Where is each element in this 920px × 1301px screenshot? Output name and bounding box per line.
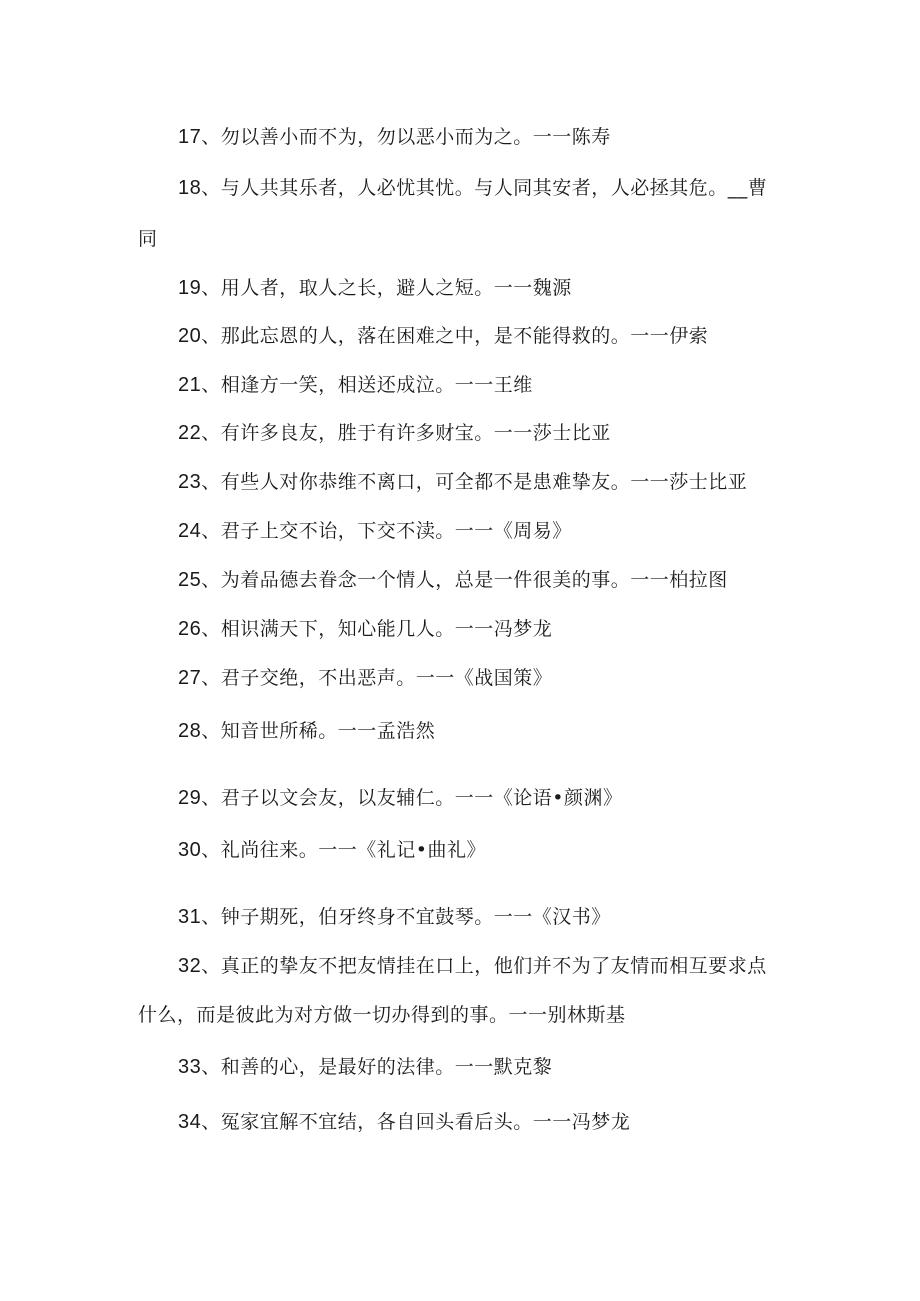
quote-line-17 <box>178 125 611 149</box>
quote-text: 、有些人对你恭维不离口，可全都不是患难挚友。一一莎士比亚 <box>201 471 748 493</box>
quote-text: 、和善的心，是最好的法律。一一默克黎 <box>201 1056 553 1078</box>
quote-text: 、钟子期死，伯牙终身不宜鼓琴。一一《汉书》 <box>201 906 611 928</box>
quote-number: 25 <box>178 569 202 591</box>
quote-line-30 <box>178 838 486 862</box>
quote-line-19 <box>178 276 572 300</box>
quote-text: 、为着品德去眷念一个情人，总是一件很美的事。一一柏拉图 <box>201 569 728 591</box>
quote-text: 、用人者，取人之长，避人之短。一一魏源 <box>201 277 572 299</box>
quote-line-18 <box>178 176 767 200</box>
quote-text: 、那此忘恩的人，落在困难之中，是不能得救的。一一伊索 <box>201 325 709 347</box>
quote-line-28 <box>178 719 435 743</box>
quote-text: 、真正的挚友不把友情挂在口上，他们并不为了友情而相互要求点 <box>201 955 767 977</box>
quote-number: 27 <box>178 667 202 689</box>
quote-line-24 <box>178 519 572 543</box>
quote-line-29 <box>178 786 622 810</box>
quote-number: 23 <box>178 471 202 493</box>
quote-line-25 <box>178 568 728 592</box>
quote-text: 、礼尚往来。一一《礼记•曲礼》 <box>201 839 486 861</box>
quote-line-32-continued <box>138 1003 626 1027</box>
quote-number: 26 <box>178 618 202 640</box>
quote-line-20 <box>178 324 708 348</box>
quote-text-continued: 同 <box>138 228 158 250</box>
quote-text: 、相识满天下，知心能几人。一一冯梦龙 <box>201 618 553 640</box>
quote-number: 30 <box>178 839 202 861</box>
quote-line-27 <box>178 666 552 690</box>
quote-text: 、君子以文会友，以友辅仁。一一《论语•颜渊》 <box>201 787 623 809</box>
quote-number: 33 <box>178 1056 202 1078</box>
quote-number: 19 <box>178 277 202 299</box>
quote-line-32 <box>178 954 767 978</box>
quote-text: 、勿以善小而不为，勿以恶小而为之。一一陈寿 <box>201 126 611 148</box>
quote-line-23 <box>178 470 747 494</box>
quote-line-33 <box>178 1055 552 1079</box>
quote-number: 17 <box>178 126 202 148</box>
quote-text: 、君子交绝，不出恶声。一一《战国策》 <box>201 667 553 689</box>
quote-number: 28 <box>178 720 202 742</box>
quote-line-31 <box>178 905 611 929</box>
quote-number: 18 <box>178 177 202 199</box>
quote-text: 、与人共其乐者，人必忧其忧。与人同其安者，人必拯其危。__曹 <box>201 177 768 199</box>
quote-line-22 <box>178 421 611 445</box>
quote-text: 、冤家宜解不宜结，各自回头看后头。一一冯梦龙 <box>201 1111 631 1133</box>
quote-number: 21 <box>178 374 202 396</box>
quote-text: 、相逢方一笑，相送还成泣。一一王维 <box>201 374 533 396</box>
quote-number: 24 <box>178 520 202 542</box>
quote-line-21 <box>178 373 533 397</box>
quote-text-continued: 什么，而是彼此为对方做一切办得到的事。一一别林斯基 <box>138 1004 626 1026</box>
quote-text: 、知音世所稀。一一孟浩然 <box>201 720 436 742</box>
quote-text: 、有许多良友，胜于有许多财宝。一一莎士比亚 <box>201 422 611 444</box>
quote-number: 32 <box>178 955 202 977</box>
quote-number: 29 <box>178 787 202 809</box>
quote-number: 31 <box>178 906 202 928</box>
quote-line-18-continued <box>138 227 158 251</box>
quote-text: 、君子上交不诒，下交不渎。一一《周易》 <box>201 520 572 542</box>
quote-line-26 <box>178 617 552 641</box>
quote-line-34 <box>178 1110 630 1134</box>
quote-number: 34 <box>178 1111 202 1133</box>
quote-number: 20 <box>178 325 202 347</box>
quote-number: 22 <box>178 422 202 444</box>
